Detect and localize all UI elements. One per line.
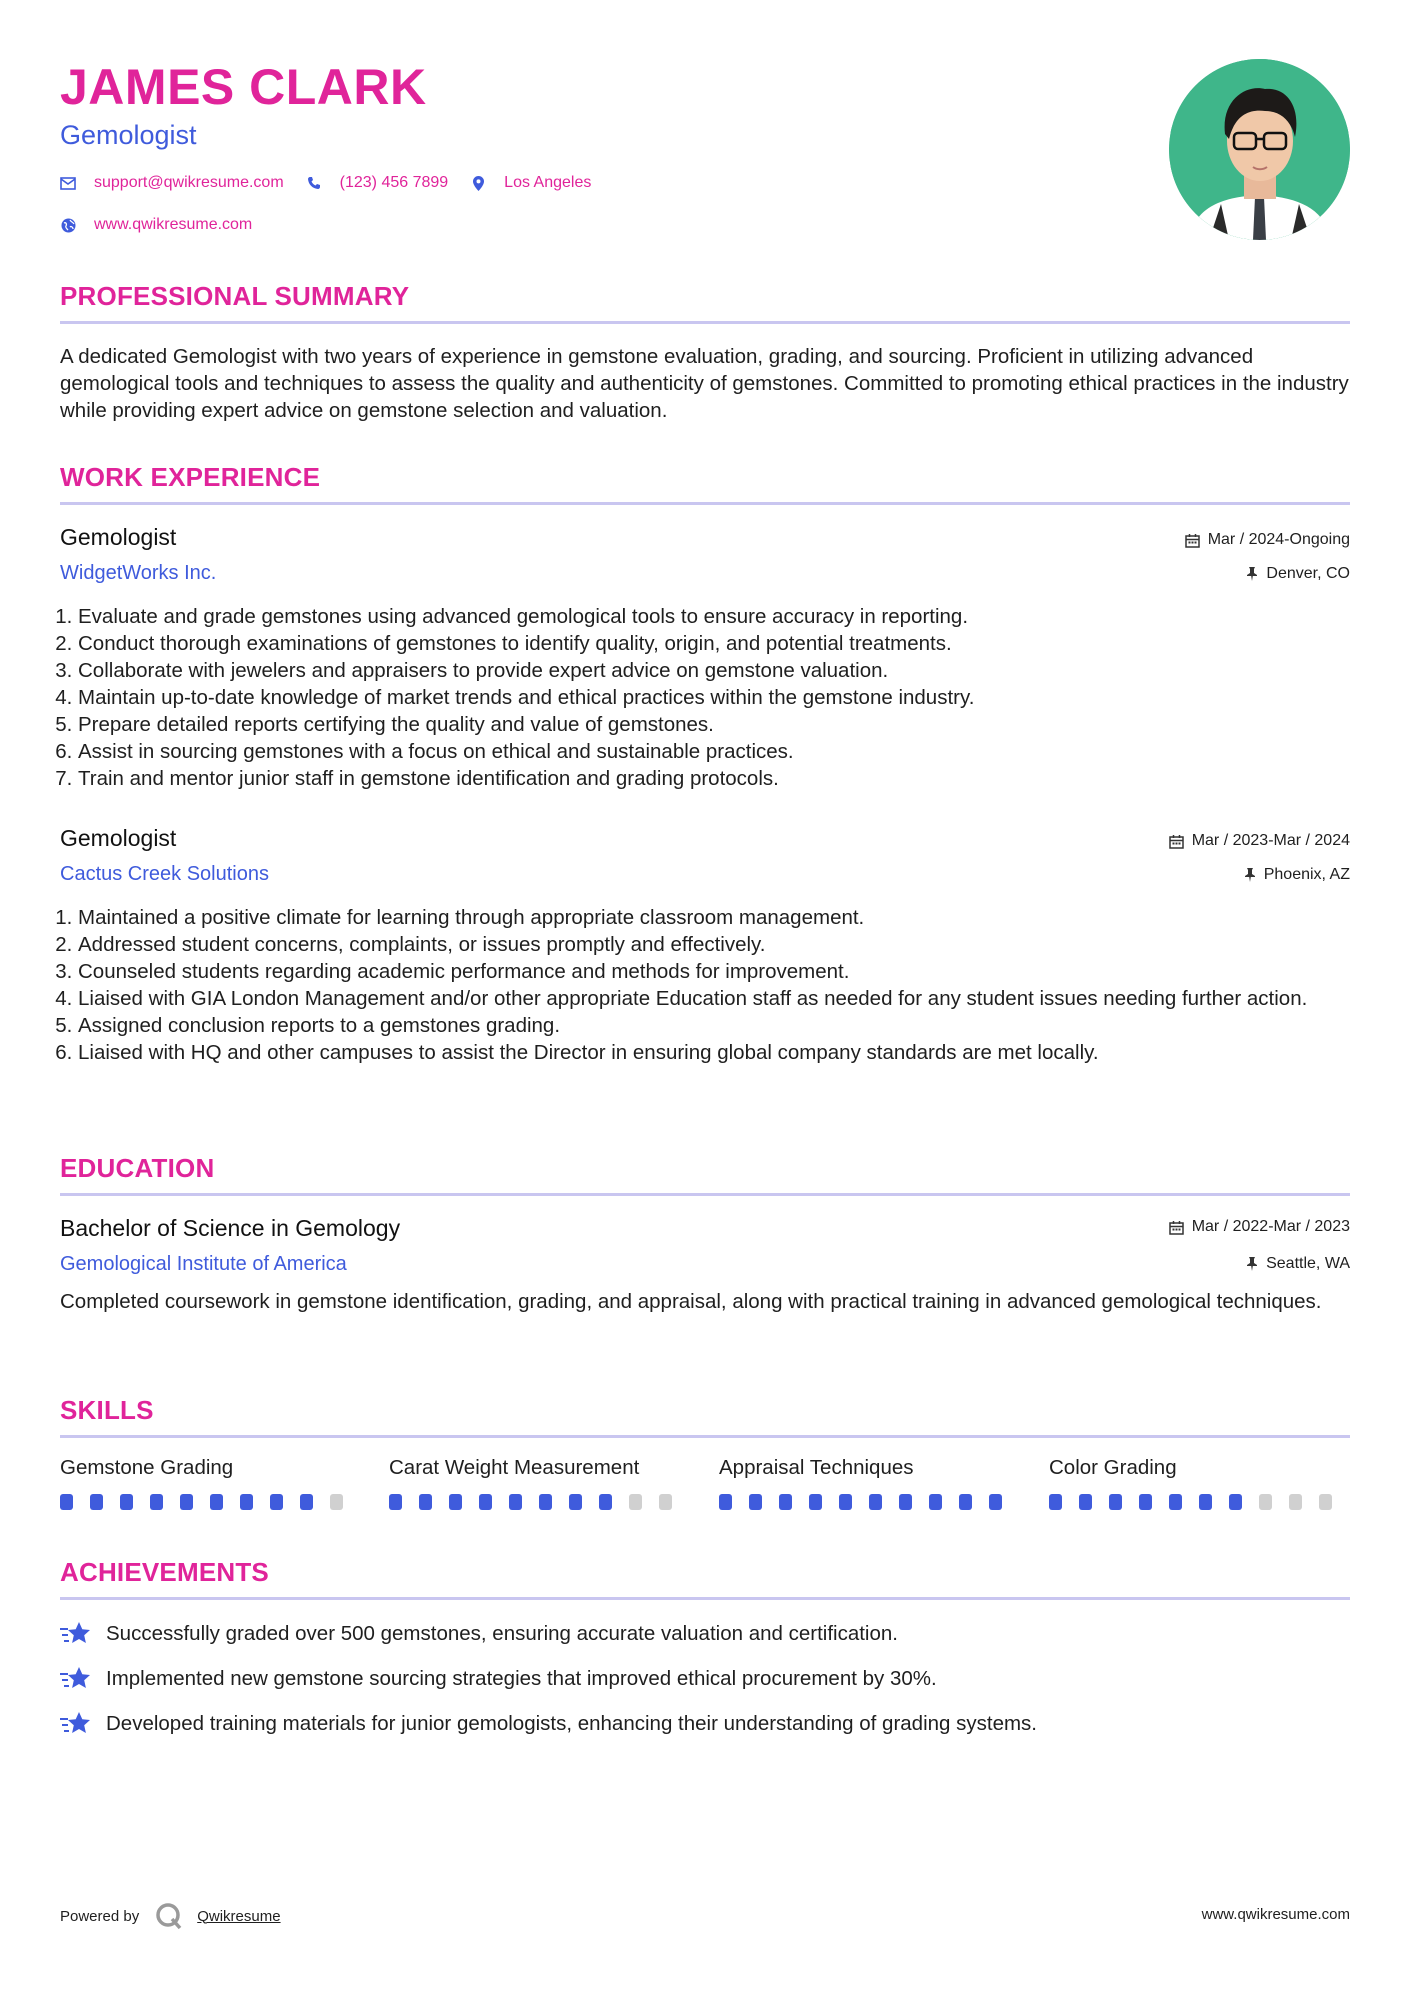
skill-dot-filled bbox=[599, 1494, 612, 1510]
star-icon bbox=[60, 1665, 92, 1693]
skill-dot-filled bbox=[809, 1494, 822, 1510]
star-icon bbox=[60, 1620, 92, 1648]
job-company: WidgetWorks Inc. bbox=[60, 562, 217, 584]
education-dates bbox=[1169, 1218, 1350, 1236]
candidate-role: Gemologist bbox=[60, 120, 197, 150]
list-item: 5. Assigned conclusion reports to a gemstones grading. bbox=[78, 1012, 1368, 1039]
skill-dot-filled bbox=[449, 1494, 462, 1510]
list-item: 6. Assist in sourcing gemstones with a focus on ethical and sustainable practices. bbox=[78, 738, 1368, 765]
achievements-heading: ACHIEVEMENTS bbox=[60, 1557, 269, 1587]
education-heading: EDUCATION bbox=[60, 1153, 215, 1183]
phone-text: (123) 456 7899 bbox=[339, 174, 449, 191]
skill-dot-empty bbox=[330, 1494, 343, 1510]
skill-item bbox=[1049, 1456, 1349, 1510]
skill-dot-filled bbox=[1049, 1494, 1062, 1510]
summary-heading: PROFESSIONAL SUMMARY bbox=[60, 281, 410, 311]
skill-level-dots bbox=[60, 1494, 360, 1510]
calendar-icon bbox=[1169, 1220, 1184, 1235]
section-divider bbox=[60, 1193, 1350, 1196]
email-text[interactable]: support@qwikresume.com bbox=[94, 174, 284, 191]
summary-text: A dedicated Gemologist with two years of experience in gemstone evaluation, grading, and sourcing. Proficient in utilizing advanced gemological tools and techniques to assess the quality and authenticity of gemstones. Committed to promoting ethical practices in the industry while providing expert advice on gemstone selection and valuation. bbox=[60, 345, 1349, 422]
skills-heading: SKILLS bbox=[60, 1395, 154, 1425]
resume-page bbox=[60, 0, 1350, 1990]
skill-dot-empty bbox=[659, 1494, 672, 1510]
skill-dot-filled bbox=[869, 1494, 882, 1510]
skill-level-dots bbox=[719, 1494, 1019, 1510]
list-item: 3. Collaborate with jewelers and appraisers to provide expert advice on gemstone valuation. bbox=[78, 657, 1368, 684]
achievement-text: Successfully graded over 500 gemstones, ensuring accurate valuation and certification. bbox=[106, 1622, 898, 1645]
globe-icon bbox=[60, 217, 76, 233]
section-divider bbox=[60, 1435, 1350, 1438]
skill-name: Carat Weight Measurement bbox=[389, 1456, 640, 1479]
skill-dot-filled bbox=[419, 1494, 432, 1510]
section-divider bbox=[60, 1597, 1350, 1600]
contact-row-web bbox=[60, 216, 274, 234]
mail-icon bbox=[60, 175, 76, 191]
achievement-text: Developed training materials for junior gemologists, enhancing their understanding of grading systems. bbox=[106, 1712, 1037, 1735]
location-text: Los Angeles bbox=[504, 174, 592, 191]
skill-dot-filled bbox=[1229, 1494, 1242, 1510]
skill-dot-empty bbox=[1289, 1494, 1302, 1510]
skill-dot-filled bbox=[479, 1494, 492, 1510]
contact-row bbox=[60, 174, 613, 192]
skill-dot-filled bbox=[1109, 1494, 1122, 1510]
job-dates-text: Mar / 2023-Mar / 2024 bbox=[1191, 832, 1350, 849]
skill-level-dots bbox=[1049, 1494, 1349, 1510]
skill-dot-filled bbox=[90, 1494, 103, 1510]
skill-item bbox=[60, 1456, 360, 1510]
job-location bbox=[1244, 866, 1350, 884]
calendar-icon bbox=[1185, 533, 1200, 548]
skill-dot-filled bbox=[569, 1494, 582, 1510]
map-pin-icon bbox=[470, 175, 486, 191]
list-item: 7. Train and mentor junior staff in gemstone identification and grading protocols. bbox=[78, 765, 1368, 792]
skill-dot-filled bbox=[300, 1494, 313, 1510]
calendar-icon bbox=[1169, 834, 1184, 849]
skill-dot-filled bbox=[719, 1494, 732, 1510]
skill-dot-filled bbox=[749, 1494, 762, 1510]
skill-dot-filled bbox=[60, 1494, 73, 1510]
skill-dot-filled bbox=[240, 1494, 253, 1510]
list-item: 3. Counseled students regarding academic performance and methods for improvement. bbox=[78, 958, 1368, 985]
list-item: 6. Liaised with HQ and other campuses to assist the Director in ensuring global company standards are met locally. bbox=[78, 1039, 1368, 1066]
qwikresume-link[interactable]: Qwikresume bbox=[197, 1907, 281, 1925]
job-company: Cactus Creek Solutions bbox=[60, 863, 269, 885]
experience-heading: WORK EXPERIENCE bbox=[60, 462, 321, 492]
footer-website[interactable]: www.qwikresume.com bbox=[1201, 1906, 1350, 1923]
skill-dot-filled bbox=[180, 1494, 193, 1510]
skill-dot-filled bbox=[389, 1494, 402, 1510]
skill-dot-filled bbox=[509, 1494, 522, 1510]
job-title: Gemologist bbox=[60, 524, 177, 550]
contact-location bbox=[470, 174, 591, 192]
education-location bbox=[1246, 1255, 1350, 1273]
achievement-item bbox=[60, 1620, 898, 1648]
skill-dot-empty bbox=[1259, 1494, 1272, 1510]
list-item: 1. Evaluate and grade gemstones using advanced gemological tools to ensure accuracy in reporting. bbox=[78, 603, 1368, 630]
job-dates-text: Mar / 2024-Ongoing bbox=[1207, 531, 1350, 548]
skill-dot-empty bbox=[1319, 1494, 1332, 1510]
skill-item bbox=[719, 1456, 1019, 1510]
job-dates bbox=[1185, 531, 1350, 549]
pin-icon bbox=[1246, 567, 1258, 581]
contact-email[interactable] bbox=[60, 174, 284, 192]
skill-dot-filled bbox=[270, 1494, 283, 1510]
contact-website[interactable] bbox=[60, 216, 252, 234]
school-name: Gemological Institute of America bbox=[60, 1253, 347, 1275]
skill-dot-filled bbox=[989, 1494, 1002, 1510]
education-description: Completed coursework in gemstone identification, grading, and appraisal, along with practical training in advanced gemological techniques. bbox=[60, 1290, 1322, 1313]
skill-dot-filled bbox=[839, 1494, 852, 1510]
job-dates bbox=[1169, 832, 1350, 850]
job-location bbox=[1246, 565, 1350, 583]
achievement-text: Implemented new gemstone sourcing strategies that improved ethical procurement by 30%. bbox=[106, 1667, 937, 1690]
candidate-name: JAMES CLARK bbox=[60, 59, 427, 115]
skill-dot-filled bbox=[1169, 1494, 1182, 1510]
skill-dot-filled bbox=[959, 1494, 972, 1510]
job-title: Gemologist bbox=[60, 825, 177, 851]
footer-powered-by bbox=[60, 1902, 281, 1930]
degree-title: Bachelor of Science in Gemology bbox=[60, 1215, 401, 1241]
pin-icon bbox=[1244, 868, 1256, 882]
qwikresume-logo-icon bbox=[155, 1902, 183, 1930]
skill-dot-filled bbox=[120, 1494, 133, 1510]
phone-icon bbox=[306, 175, 322, 191]
star-icon bbox=[60, 1710, 92, 1738]
achievement-item bbox=[60, 1710, 1037, 1738]
list-item: 2. Addressed student concerns, complaints, or issues promptly and effectively. bbox=[78, 931, 1368, 958]
job-responsibilities bbox=[60, 603, 1368, 792]
list-item: 1. Maintained a positive climate for learning through appropriate classroom management. bbox=[78, 904, 1368, 931]
contact-phone bbox=[306, 174, 449, 192]
section-divider bbox=[60, 321, 1350, 324]
skill-dot-filled bbox=[779, 1494, 792, 1510]
education-dates-text: Mar / 2022-Mar / 2023 bbox=[1191, 1218, 1350, 1235]
skill-item bbox=[389, 1456, 689, 1510]
skill-dot-filled bbox=[210, 1494, 223, 1510]
skill-dot-filled bbox=[899, 1494, 912, 1510]
skill-dot-filled bbox=[1079, 1494, 1092, 1510]
section-divider bbox=[60, 502, 1350, 505]
powered-by-label: Powered by bbox=[60, 1907, 140, 1925]
list-item: 2. Conduct thorough examinations of gemstones to identify quality, origin, and potential treatments. bbox=[78, 630, 1368, 657]
skill-name: Color Grading bbox=[1049, 1456, 1177, 1479]
skill-name: Gemstone Grading bbox=[60, 1456, 234, 1479]
skill-dot-filled bbox=[150, 1494, 163, 1510]
profile-photo bbox=[1169, 59, 1350, 240]
list-item: 5. Prepare detailed reports certifying the quality and value of gemstones. bbox=[78, 711, 1368, 738]
list-item: 4. Maintain up-to-date knowledge of market trends and ethical practices within the gemstone industry. bbox=[78, 684, 1368, 711]
skill-level-dots bbox=[389, 1494, 689, 1510]
job-location-text: Phoenix, AZ bbox=[1263, 866, 1350, 883]
achievement-item bbox=[60, 1665, 937, 1693]
job-location-text: Denver, CO bbox=[1266, 565, 1350, 582]
job-responsibilities bbox=[60, 904, 1368, 1066]
skill-dot-empty bbox=[629, 1494, 642, 1510]
list-item: 4. Liaised with GIA London Management and/or other appropriate Education staff as needed for any student issues needing further action. bbox=[78, 985, 1368, 1012]
skill-dot-filled bbox=[1199, 1494, 1212, 1510]
skill-name: Appraisal Techniques bbox=[719, 1456, 914, 1479]
skill-dot-filled bbox=[929, 1494, 942, 1510]
pin-icon bbox=[1246, 1257, 1258, 1271]
website-text[interactable]: www.qwikresume.com bbox=[94, 216, 253, 233]
skill-dot-filled bbox=[539, 1494, 552, 1510]
skill-dot-filled bbox=[1139, 1494, 1152, 1510]
education-location-text: Seattle, WA bbox=[1266, 1255, 1350, 1272]
